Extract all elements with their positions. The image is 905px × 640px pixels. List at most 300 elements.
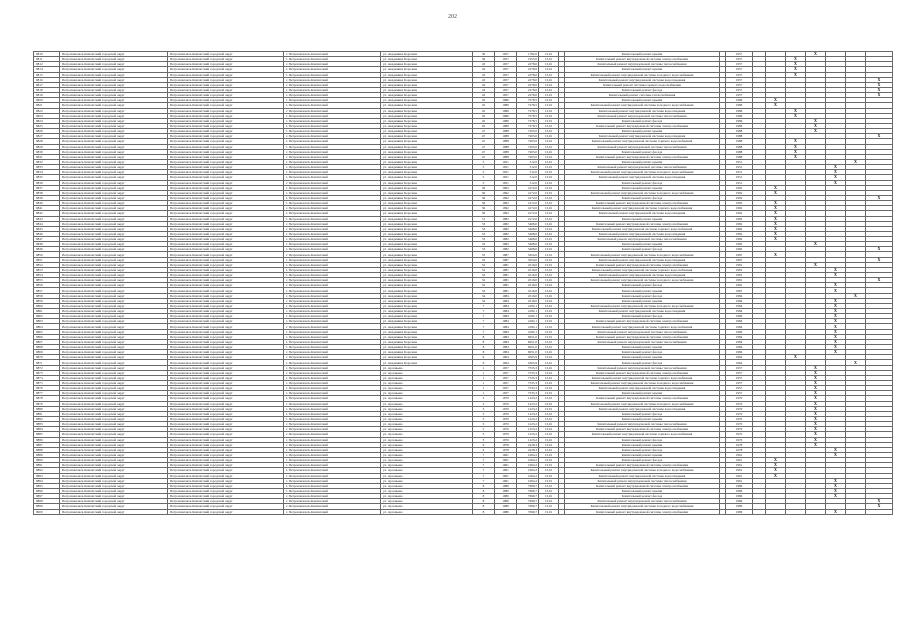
cell-street: ул. Академика Королева [381,273,473,278]
cell-year: 1957 [495,93,517,98]
period-mark: X [826,350,846,355]
cell-area: 1223,2 [517,396,539,401]
cell-year: 1986 [495,118,517,123]
cell-work-type: Капитальный ремонт крыши [565,442,720,447]
cell-work-year: 1986 [726,494,753,499]
cell-house: 47 [473,144,495,149]
cell-street: ул. Академика Королева [381,87,473,92]
cell-work-type: Капитальный ремонт крыши [565,159,720,164]
cell-work-type: Капитальный ремонт фасада [565,360,720,365]
cell-house: 7 [473,473,495,478]
cell-year: 1961 [495,478,517,483]
cell-area: 7278,5 [517,118,539,123]
cell-work-year: 1957 [726,93,753,98]
cell-street: ул. Арсеньева [381,509,473,514]
cell-rate: 13,01 [539,334,559,339]
cell-id: 9894 [34,478,60,483]
cell-municipality-settlement: Петропавловск-Камчатский городской округ [168,447,284,452]
cell-area: 1064,2 [517,478,539,483]
cell-municipality: Петропавловск-Камчатский городской округ [60,149,168,154]
cell-municipality: Петропавловск-Камчатский городской округ [60,257,168,262]
cell-house: 52 [473,262,495,267]
cell-id: 9900 [34,509,60,514]
cell-work-year: 1957 [726,365,753,370]
cell-municipality: Петропавловск-Камчатский городской округ [60,365,168,370]
cell-work-year: 1984 [726,319,753,324]
cell-id: 9858 [34,293,60,298]
cell-year: 1970 [495,437,517,442]
cell-year: 1964 [495,360,517,365]
cell-work-type: Капитальный ремонт внутридомовой системы горячего водоснабжения [565,139,720,144]
cell-municipality: Петропавловск-Камчатский городской округ [60,319,168,324]
cell-area: 1223,2 [517,437,539,442]
cell-year: 1970 [495,411,517,416]
period-mark: X [806,123,826,128]
cell-work-type: Капитальный ремонт внутридомовой системы теплоснабжения [565,365,720,370]
cell-rate: 13,01 [539,216,559,221]
cell-locality: г. Петропавловск-Камчатский [284,118,381,123]
cell-work-year: 1986 [726,113,753,118]
cell-municipality-settlement: Петропавловск-Камчатский городской округ [168,216,284,221]
cell-house: 9 [473,355,495,360]
cell-street: ул. Арсеньева [381,468,473,473]
cell-locality: г. Петропавловск-Камчатский [284,175,381,180]
cell-id: 9882 [34,416,60,421]
cell-house: 43 [473,93,495,98]
cell-work-year: 1984 [726,345,753,350]
cell-year: 1957 [495,62,517,67]
cell-street: ул. Академика Королева [381,252,473,257]
cell-house: 47 [473,139,495,144]
period-mark: X [826,303,846,308]
cell-house: 3 [473,416,495,421]
cell-rate: 13,01 [539,468,559,473]
cell-house: 45 [473,98,495,103]
cell-rate: 13,01 [539,57,559,62]
cell-year: 1981 [495,278,517,283]
cell-year: 1986 [495,103,517,108]
cell-id: 9892 [34,468,60,473]
cell-house: 53 [473,247,495,252]
cell-area: 5654,0 [517,257,539,262]
cell-street: ул. Академика Королева [381,360,473,365]
cell-locality: г. Петропавловск-Камчатский [284,108,381,113]
cell-area: 7265,0 [517,149,539,154]
cell-work-type: Капитальный ремонт внутридомовой системы холодного водоснабжения [565,504,720,509]
cell-year: 1986 [495,108,517,113]
cell-house: 7 [473,303,495,308]
cell-id: 9826 [34,129,60,134]
cell-street: ул. Академика Королева [381,159,473,164]
cell-locality: г. Петропавловск-Камчатский [284,298,381,303]
cell-work-year: 1984 [726,324,753,329]
cell-id: 9836 [34,180,60,185]
cell-empty [786,509,806,514]
cell-year: 1981 [495,273,517,278]
cell-rate: 13,01 [539,499,559,504]
cell-house: 47 [473,129,495,134]
cell-street: ул. Арсеньева [381,422,473,427]
cell-house: 7 [473,452,495,457]
cell-id: 9875 [34,381,60,386]
cell-work-type: Капитальный ремонт внутридомовой системы электроснабжения [565,370,720,375]
cell-work-type: Капитальный ремонт внутридомовой системы водоотведения [565,175,720,180]
cell-rate: 13,01 [539,98,559,103]
cell-year: 1988 [495,144,517,149]
cell-municipality-settlement: Петропавловск-Камчатский городской округ [168,170,284,175]
cell-municipality: Петропавловск-Камчатский городской округ [60,211,168,216]
cell-municipality-settlement: Петропавловск-Камчатский городской округ [168,483,284,488]
cell-rate: 13,01 [539,144,559,149]
cell-work-year: 1992 [726,195,753,200]
cell-area: 4172,0 [517,185,539,190]
cell-year: 1981 [495,283,517,288]
cell-id: 9867 [34,339,60,344]
period-mark: X [826,339,846,344]
period-mark: X [786,149,806,154]
cell-area: 4172,0 [517,190,539,195]
cell-street: ул. Арсеньева [381,488,473,493]
cell-work-year: 1970 [726,437,753,442]
cell-locality: г. Петропавловск-Камчатский [284,478,381,483]
cell-rate: 13,01 [539,242,559,247]
cell-year: 1984 [495,334,517,339]
cell-locality: г. Петропавловск-Камчатский [284,134,381,139]
cell-municipality-settlement: Петропавловск-Камчатский городской округ [168,129,284,134]
cell-street: ул. Арсеньева [381,504,473,509]
cell-year: 1987 [495,252,517,257]
cell-id: 9861 [34,309,60,314]
cell-municipality: Петропавловск-Камчатский городской округ [60,360,168,365]
cell-street: ул. Академика Королева [381,314,473,319]
cell-rate: 13,01 [539,77,559,82]
cell-house: 7 [473,329,495,334]
cell-area: 1223,2 [517,401,539,406]
period-mark: X [786,57,806,62]
period-mark: X [826,494,846,499]
cell-area: 5468,0 [517,242,539,247]
cell-street: ул. Арсеньева [381,458,473,463]
cell-locality: г. Петропавловск-Камчатский [284,488,381,493]
cell-id: 9816 [34,77,60,82]
cell-house: 36 [473,52,495,57]
cell-work-type: Капитальный ремонт внутридомовой системы электроснабжения [565,154,720,159]
period-mark: X [826,509,846,514]
cell-work-type: Капитальный ремонт внутридомовой системы холодного водоснабжения [565,72,720,77]
cell-municipality: Петропавловск-Камчатский городской округ [60,72,168,77]
period-mark: X [826,483,846,488]
cell-work-type: Капитальный ремонт крыши [565,129,720,134]
cell-municipality-settlement: Петропавловск-Камчатский городской округ [168,278,284,283]
cell-locality: г. Петропавловск-Камчатский [284,93,381,98]
cell-year: 1986 [495,504,517,509]
cell-work-year: 1984 [726,293,753,298]
cell-work-type: Капитальный ремонт внутридомовой системы холодного водоснабжения [565,381,720,386]
cell-rate: 13,01 [539,67,559,72]
cell-house: 7 [473,314,495,319]
cell-rate: 13,01 [539,375,559,380]
cell-house: 3 [473,406,495,411]
cell-house: 6 [473,442,495,447]
cell-id: 9853 [34,267,60,272]
cell-year: 1970 [495,432,517,437]
cell-municipality-settlement: Петропавловск-Камчатский городской округ [168,190,284,195]
cell-municipality: Петропавловск-Камчатский городской округ [60,427,168,432]
cell-work-year: 1984 [726,329,753,334]
cell-work-type: Капитальный ремонт фасада [565,149,720,154]
period-mark: X [806,442,826,447]
cell-year: 1988 [495,134,517,139]
cell-locality: г. Петропавловск-Камчатский [284,365,381,370]
cell-municipality-settlement: Петропавловск-Камчатский городской округ [168,463,284,468]
cell-street: ул. Академика Королева [381,118,473,123]
period-mark: X [826,288,846,293]
cell-work-type: Капитальный ремонт фасада [565,447,720,452]
cell-rate: 13,01 [539,129,559,134]
cell-street: ул. Академика Королева [381,108,473,113]
cell-municipality-settlement: Петропавловск-Камчатский городской округ [168,180,284,185]
cell-year: 1988 [495,149,517,154]
cell-year: 1957 [495,57,517,62]
cell-rate: 13,01 [539,458,559,463]
cell-house: 47 [473,134,495,139]
cell-street: ул. Академика Королева [381,350,473,355]
period-mark: X [866,257,893,262]
cell-house: 8 [473,499,495,504]
cell-work-type: Капитальный ремонт внутридомовой системы водоотведения [565,386,720,391]
cell-year: 1957 [495,386,517,391]
cell-work-year: 1970 [726,411,753,416]
cell-municipality: Петропавловск-Камчатский городской округ [60,144,168,149]
cell-municipality: Петропавловск-Камчатский городской округ [60,273,168,278]
cell-rate: 13,01 [539,262,559,267]
cell-house: 8 [473,494,495,499]
cell-municipality: Петропавловск-Камчатский городской округ [60,478,168,483]
cell-street: ул. Академика Королева [381,334,473,339]
cell-municipality-settlement: Петропавловск-Камчатский городской округ [168,242,284,247]
cell-municipality: Петропавловск-Камчатский городской округ [60,442,168,447]
cell-year: 1961 [495,463,517,468]
cell-id: 9889 [34,452,60,457]
cell-area: 7699,7 [517,509,539,514]
cell-year: 1951 [495,165,517,170]
cell-locality: г. Петропавловск-Камчатский [284,77,381,82]
cell-work-type: Капитальный ремонт внутридомовой системы теплоснабжения [565,329,720,334]
cell-municipality: Петропавловск-Камчатский городской округ [60,98,168,103]
cell-municipality: Петропавловск-Камчатский городской округ [60,494,168,499]
cell-year: 1986 [495,123,517,128]
cell-id: 9847 [34,237,60,242]
period-mark: X [866,134,893,139]
cell-rate: 13,01 [539,478,559,483]
cell-year: 1957 [495,381,517,386]
cell-year: 1984 [495,350,517,355]
cell-municipality: Петропавловск-Камчатский городской округ [60,396,168,401]
cell-id: 9862 [34,314,60,319]
period-mark: X [766,201,786,206]
period-mark: X [826,165,846,170]
cell-municipality: Петропавловск-Камчатский городской округ [60,411,168,416]
cell-work-type: Капитальный ремонт внутридомовой системы водоотведения [565,273,720,278]
cell-year: 1957 [495,370,517,375]
cell-work-year: 1961 [726,452,753,457]
cell-house: 52 [473,288,495,293]
cell-locality: г. Петропавловск-Камчатский [284,195,381,200]
cell-rate: 13,01 [539,427,559,432]
period-mark: X [866,278,893,283]
cell-municipality: Петропавловск-Камчатский городской округ [60,108,168,113]
period-mark: X [806,386,826,391]
cell-municipality-settlement: Петропавловск-Камчатский городской округ [168,406,284,411]
cell-municipality-settlement: Петропавловск-Камчатский городской округ [168,355,284,360]
cell-work-year: 1961 [726,478,753,483]
cell-area: 4172,0 [517,216,539,221]
cell-work-type: Капитальный ремонт внутридомовой системы теплоснабжения [565,113,720,118]
period-mark: X [786,67,806,72]
cell-locality: г. Петропавловск-Камчатский [284,113,381,118]
cell-municipality: Петропавловск-Камчатский городской округ [60,242,168,247]
cell-year: 1984 [495,319,517,324]
cell-area: 5468,0 [517,247,539,252]
period-mark: X [826,478,846,483]
cell-house: 1 [473,381,495,386]
cell-municipality: Петропавловск-Камчатский городской округ [60,370,168,375]
cell-municipality-settlement: Петропавловск-Камчатский городской округ [168,175,284,180]
cell-rate: 13,01 [539,370,559,375]
cell-municipality-settlement: Петропавловск-Камчатский городской округ [168,262,284,267]
cell-house: 8 [473,504,495,509]
period-mark: X [806,381,826,386]
period-mark: X [806,401,826,406]
cell-locality: г. Петропавловск-Камчатский [284,386,381,391]
cell-locality: г. Петропавловск-Камчатский [284,350,381,355]
cell-locality: г. Петропавловск-Камчатский [284,422,381,427]
cell-year: 1984 [495,293,517,298]
cell-house: 5 [473,432,495,437]
cell-empty [866,509,893,514]
cell-house: 3 [473,411,495,416]
cell-street: ул. Академика Королева [381,149,473,154]
cell-id: 9856 [34,283,60,288]
cell-street: ул. Арсеньева [381,442,473,447]
cell-locality: г. Петропавловск-Камчатский [284,504,381,509]
cell-rate: 13,01 [539,339,559,344]
cell-work-type: Капитальный ремонт фасада [565,494,720,499]
cell-street: ул. Арсеньева [381,375,473,380]
cell-locality: г. Петропавловск-Камчатский [284,442,381,447]
cell-house: 7 [473,319,495,324]
cell-id: 9899 [34,504,60,509]
cell-house: 5 [473,170,495,175]
cell-municipality-settlement: Петропавловск-Камчатский городской округ [168,309,284,314]
cell-empty [753,509,766,514]
cell-rate: 13,01 [539,226,559,231]
cell-locality: г. Петропавловск-Камчатский [284,226,381,231]
cell-street: ул. Академика Королева [381,345,473,350]
cell-area: 2278,0 [517,67,539,72]
cell-id: 9865 [34,329,60,334]
cell-locality: г. Петропавловск-Камчатский [284,293,381,298]
cell-work-type: Капитальный ремонт крыши [565,355,720,360]
cell-year: 1986 [495,494,517,499]
cell-municipality-settlement: Петропавловск-Камчатский городской округ [168,201,284,206]
cell-area: 2278,0 [517,77,539,82]
cell-year: 1957 [495,365,517,370]
cell-rate: 13,01 [539,149,559,154]
cell-work-type: Капитальный ремонт внутридомовой системы теплоснабжения [565,422,720,427]
cell-work-type: Капитальный ремонт фасада [565,195,720,200]
cell-work-year: 1986 [726,483,753,488]
cell-municipality-settlement: Петропавловск-Камчатский городской округ [168,154,284,159]
cell-municipality: Петропавловск-Камчатский городской округ [60,52,168,57]
cell-work-type: Капитальный ремонт внутридомовой системы электроснабжения [565,57,720,62]
period-mark: X [766,226,786,231]
cell-rate: 13,01 [539,201,559,206]
cell-work-type: Капитальный ремонт внутридомовой системы электроснабжения [565,221,720,226]
period-mark: X [766,216,786,221]
cell-work-type: Капитальный ремонт крыши [565,488,720,493]
cell-rate: 13,01 [539,504,559,509]
cell-area: 4516,0 [517,288,539,293]
cell-work-year: 1964 [726,355,753,360]
cell-house: 54 [473,298,495,303]
cell-municipality: Петропавловск-Камчатский городской округ [60,468,168,473]
cell-work-year: 1982 [726,231,753,236]
cell-municipality-settlement: Петропавловск-Камчатский городской округ [168,319,284,324]
cell-municipality: Петропавловск-Камчатский городской округ [60,62,168,67]
cell-year: 1988 [495,139,517,144]
cell-municipality: Петропавловск-Камчатский городской округ [60,267,168,272]
cell-work-type: Капитальный ремонт крыши [565,242,720,247]
cell-area: 7535,3 [517,370,539,375]
cell-work-type: Капитальный ремонт крыши [565,67,720,72]
cell-work-type: Капитальный ремонт системы теплоснабжения [565,93,720,98]
cell-house: 1 [473,391,495,396]
cell-street: ул. Академика Королева [381,57,473,62]
cell-area: 7535,3 [517,375,539,380]
period-mark: X [806,396,826,401]
cell-id: 9829 [34,144,60,149]
cell-street: ул. Академика Королева [381,257,473,262]
cell-house: 43 [473,87,495,92]
cell-area: 1955,0 [517,57,539,62]
cell-locality: г. Петропавловск-Камчатский [284,278,381,283]
period-mark: X [766,185,786,190]
cell-rate: 13,01 [539,247,559,252]
cell-area: 7265,0 [517,129,539,134]
cell-area: 4172,0 [517,206,539,211]
cell-municipality-settlement: Петропавловск-Камчатский городской округ [168,458,284,463]
cell-work-type: Капитальный ремонт внутридомовой системы электроснабжения [565,123,720,128]
cell-locality: г. Петропавловск-Камчатский [284,129,381,134]
cell-municipality: Петропавловск-Камчатский городской округ [60,339,168,344]
cell-id: 9811 [34,57,60,62]
cell-municipality-settlement: Петропавловск-Камчатский городской округ [168,303,284,308]
cell-area: 6051,0 [517,350,539,355]
cell-year: 1951 [495,159,517,164]
cell-municipality: Петропавловск-Камчатский городской округ [60,416,168,421]
cell-street: ул. Арсеньева [381,396,473,401]
period-mark: X [806,416,826,421]
cell-work-type: Капитальный ремонт внутридомовой системы холодного водоснабжения [565,170,720,175]
cell-area: 4172,0 [517,195,539,200]
cell-municipality: Петропавловск-Камчатский городской округ [60,458,168,463]
cell-id: 9877 [34,391,60,396]
cell-house: 8 [473,339,495,344]
cell-id: 9871 [34,360,60,365]
cell-work-year: 1986 [726,108,753,113]
cell-work-type: Капитальный ремонт внутридомовой системы водоотведения [565,211,720,216]
